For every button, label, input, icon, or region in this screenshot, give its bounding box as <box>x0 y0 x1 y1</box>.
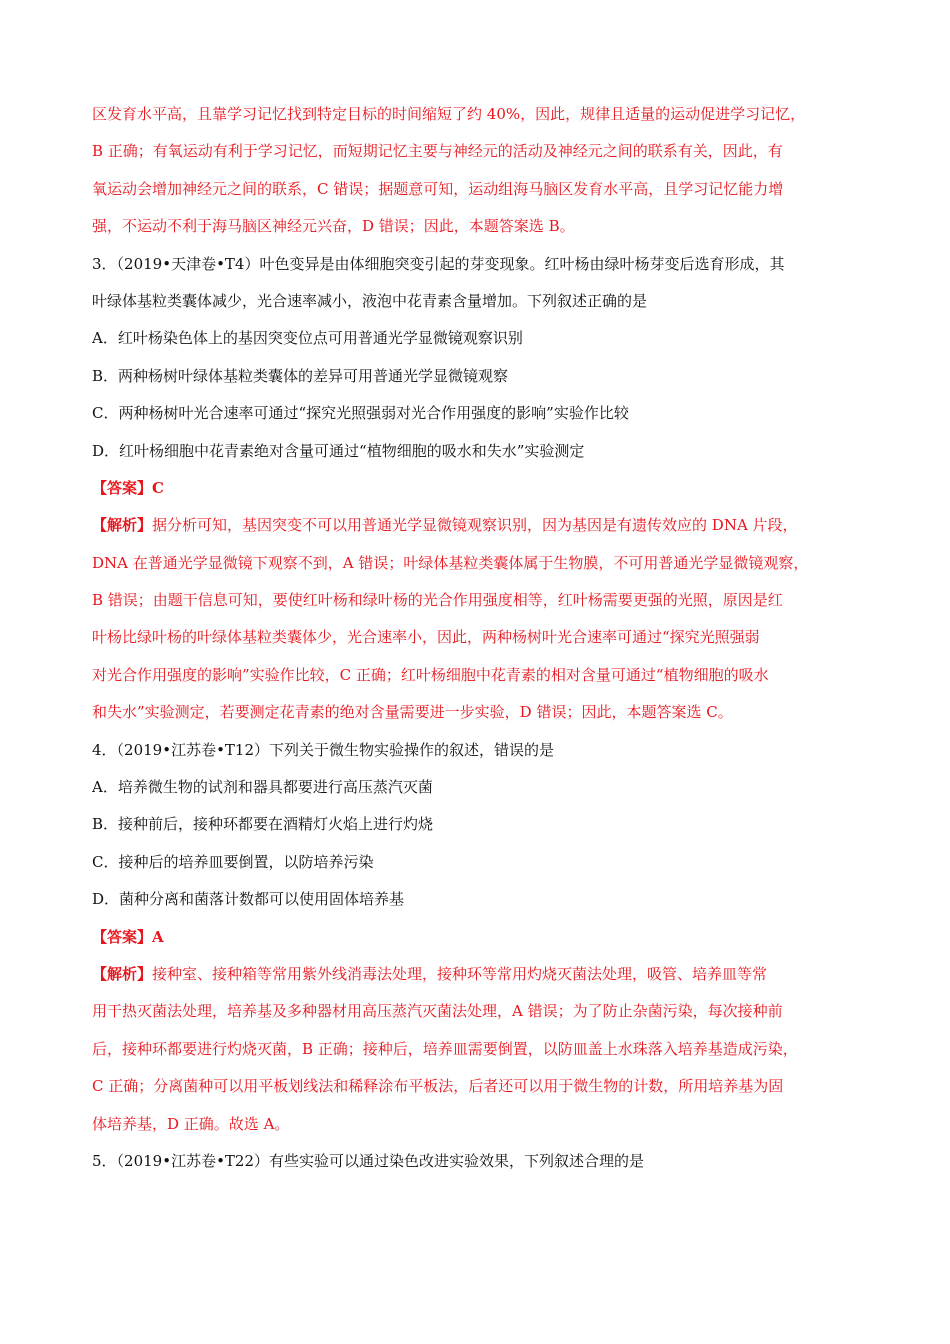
question-4-option-d: D．菌种分离和菌落计数都可以使用固体培养基 <box>92 890 405 909</box>
analysis-label: 【解析】 <box>92 516 153 535</box>
question-3-analysis-line: B 错误；由题干信息可知，要使红叶杨和绿叶杨的光合作用强度相等，红叶杨需要更强的光照，原因是红 <box>92 591 783 610</box>
question-3-stem-line: 叶绿体基粒类囊体减少，光合速率减小，液泡中花青素含量增加。下列叙述正确的是 <box>92 291 648 310</box>
question-5 <box>92 1143 862 1180</box>
prev-explanation <box>92 96 862 246</box>
question-3-option-b: B．两种杨树叶绿体基粒类囊体的差异可用普通光学显微镜观察 <box>92 366 509 385</box>
question-4-option-a: A．培养微生物的试剂和器具都要进行高压蒸汽灭菌 <box>92 778 433 797</box>
answer-value: A <box>152 927 164 946</box>
question-3-analysis-line: 叶杨比绿叶杨的叶绿体基粒类囊体少，光合速率小，因此，两种杨树叶光合速率可通过“探究光照强弱 <box>92 628 760 647</box>
question-3-option-a: A．红叶杨染色体上的基因突变位点可用普通光学显微镜观察识别 <box>92 329 523 348</box>
question-4-option-b: B．接种前后，接种环都要在酒精灯火焰上进行灼烧 <box>92 815 434 834</box>
question-4-stem-line: 4．（2019•江苏卷•T12）下列关于微生物实验操作的叙述，错误的是 <box>92 740 555 759</box>
prev-explanation-line: 区发育水平高，且靠学习记忆找到特定目标的时间缩短了约 40%，因此，规律且适量的运动促进学习记忆， <box>92 105 806 123</box>
analysis-text: 接种室、接种箱等常用紫外线消毒法处理，接种环等常用灼烧灭菌法处理，吸管、培养皿等常 <box>152 964 768 983</box>
question-3-option-d: D．红叶杨细胞中花青素绝对含量可通过“植物细胞的吸水和失水”实验测定 <box>92 441 585 460</box>
question-4-analysis-line: 后，接种环都要进行灼烧灭菌，B 正确；接种后，培养皿需要倒置，以防皿盖上水珠落入培养基造成污染， <box>92 1039 798 1058</box>
question-5-stem-line: 5．（2019•江苏卷•T22）有些实验可以通过染色改进实验效果，下列叙述合理的是 <box>92 1151 645 1170</box>
answer-label: 【答案】 <box>92 927 153 946</box>
question-3-analysis-line: 对光合作用强度的影响”实验作比较，C 正确；红叶杨细胞中花青素的相对含量可通过“植物细胞的吸水 <box>92 665 769 684</box>
question-3-analysis-line <box>92 507 862 544</box>
question-4-analysis-line <box>92 956 862 993</box>
prev-explanation-line: 氧运动会增加神经元之间的联系，C 错误；据题意可知，运动组海马脑区发育水平高，且学习记忆能力增 <box>92 179 784 198</box>
question-3-analysis-line: 和失水”实验测定，若要测定花青素的绝对含量需要进一步实验，D 错误；因此，本题答案选 C。 <box>92 703 733 722</box>
question-3-analysis-line: DNA 在普通光学显微镜下观察不到，A 错误；叶绿体基粒类囊体属于生物膜，不可用普通光学显微镜观察， <box>92 553 809 572</box>
document-page <box>92 96 862 1180</box>
question-4-analysis-line: 体培养基，D 正确。故选 A。 <box>92 1114 290 1133</box>
analysis-text: 据分析可知，基因突变不可以用普通光学显微镜观察识别，因为基因是有遗传效应的 DNA 片段， <box>152 516 798 535</box>
question-4-analysis-line: C 正确；分离菌种可以用平板划线法和稀释涂布平板法，后者还可以用于微生物的计数，所用培养基为固 <box>92 1077 784 1096</box>
answer-value: C <box>152 478 164 497</box>
question-3-stem-line: 3．（2019•天津卷•T4）叶色变异是由体细胞突变引起的芽变现象。红叶杨由绿叶杨芽变后选育形成，其 <box>92 254 785 273</box>
question-3-option-c: C．两种杨树叶光合速率可通过“探究光照强弱对光合作用强度的影响”实验作比较 <box>92 404 629 423</box>
question-4-analysis-line: 用干热灭菌法处理，培养基及多种器材用高压蒸汽灭菌法处理，A 错误；为了防止杂菌污染，每次接种前 <box>92 1002 783 1021</box>
analysis-label: 【解析】 <box>92 964 153 983</box>
question-4-option-c: C．接种后的培养皿要倒置，以防培养污染 <box>92 852 374 871</box>
question-3 <box>92 246 862 732</box>
prev-explanation-line: 强，不运动不利于海马脑区神经元兴奋，D 错误；因此，本题答案选 B。 <box>92 217 575 236</box>
question-4-answer <box>92 919 862 956</box>
answer-label: 【答案】 <box>92 478 153 497</box>
question-4 <box>92 732 862 1143</box>
question-3-answer <box>92 470 862 507</box>
prev-explanation-line: B 正确；有氧运动有利于学习记忆，而短期记忆主要与神经元的活动及神经元之间的联系有关，因此，有 <box>92 142 783 161</box>
